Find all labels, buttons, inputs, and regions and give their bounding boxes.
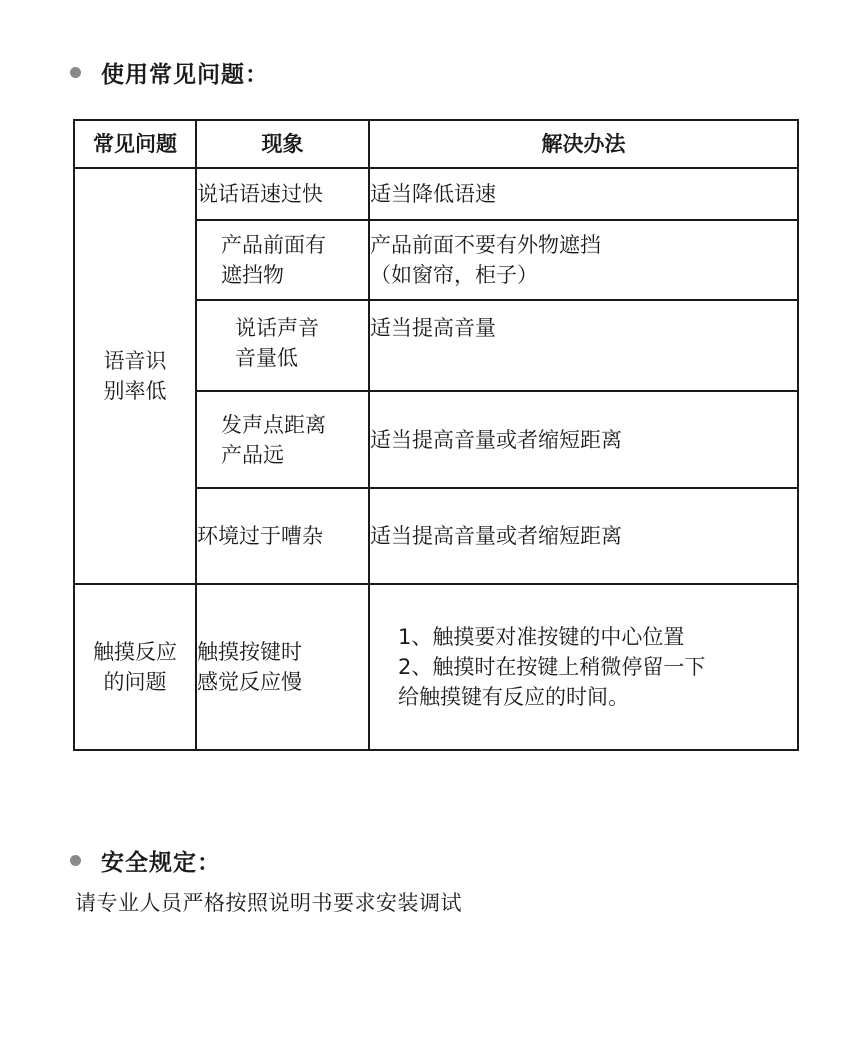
table-header-row [74, 120, 798, 168]
solution-cell [369, 168, 798, 220]
faq-title: 使用常见问题： [101, 62, 269, 88]
header-solution: 解决办法 [369, 120, 798, 168]
symptom-cell [196, 300, 369, 391]
header-problem: 常见问题 [74, 120, 196, 168]
symptom-text: 触摸按键时 [197, 640, 302, 664]
symptom-text: 环境过于嘈杂 [197, 524, 323, 548]
faq-heading [70, 56, 269, 89]
symptom-text: 感觉反应慢 [197, 670, 302, 694]
solution-text: 适当降低语速 [370, 182, 496, 206]
problem-cell [74, 168, 196, 584]
problem-text: 的问题 [103, 670, 167, 694]
solution-cell [369, 300, 798, 391]
solution-text: 产品前面不要有外物遮挡 [370, 233, 601, 257]
bullet-icon [70, 67, 81, 78]
header-symptom: 现象 [196, 120, 369, 168]
safety-title: 安全规定： [101, 850, 221, 876]
symptom-cell [196, 488, 369, 584]
problem-cell [74, 584, 196, 750]
solution-cell [369, 584, 798, 750]
solution-text: （如窗帘，柜子） [370, 263, 538, 287]
table-row [74, 168, 798, 220]
solution-cell [369, 220, 798, 300]
safety-heading [70, 844, 221, 877]
symptom-cell [196, 220, 369, 300]
solution-text: 2、触摸时在按键上稍微停留一下 [398, 655, 706, 679]
faq-table [73, 119, 799, 751]
symptom-text: 说话声音 [235, 316, 319, 340]
symptom-text: 发声点距离 [221, 412, 326, 437]
solution-cell [369, 488, 798, 584]
solution-text: 给触摸键有反应的时间。 [398, 685, 629, 709]
safety-text: 请专业人员严格按照说明书要求安装调试 [75, 891, 462, 915]
problem-text: 别率低 [103, 379, 167, 403]
solution-text: 1、触摸要对准按键的中心位置 [398, 625, 685, 649]
symptom-text: 产品前面有 [221, 233, 326, 257]
symptom-text: 遮挡物 [221, 263, 284, 287]
symptom-text: 产品远 [221, 442, 284, 467]
problem-text: 语音识 [103, 349, 167, 373]
solution-text: 适当提高音量或者缩短距离 [370, 427, 622, 452]
bullet-icon [70, 855, 81, 866]
symptom-cell [196, 584, 369, 750]
symptom-cell [196, 168, 369, 220]
solution-text: 适当提高音量 [370, 316, 496, 340]
table-row [74, 584, 798, 750]
symptom-text: 说话语速过快 [197, 182, 323, 206]
solution-text: 适当提高音量或者缩短距离 [370, 524, 622, 548]
solution-cell [369, 391, 798, 488]
problem-text: 触摸反应 [93, 640, 177, 664]
symptom-cell [196, 391, 369, 488]
symptom-text: 音量低 [235, 346, 298, 370]
